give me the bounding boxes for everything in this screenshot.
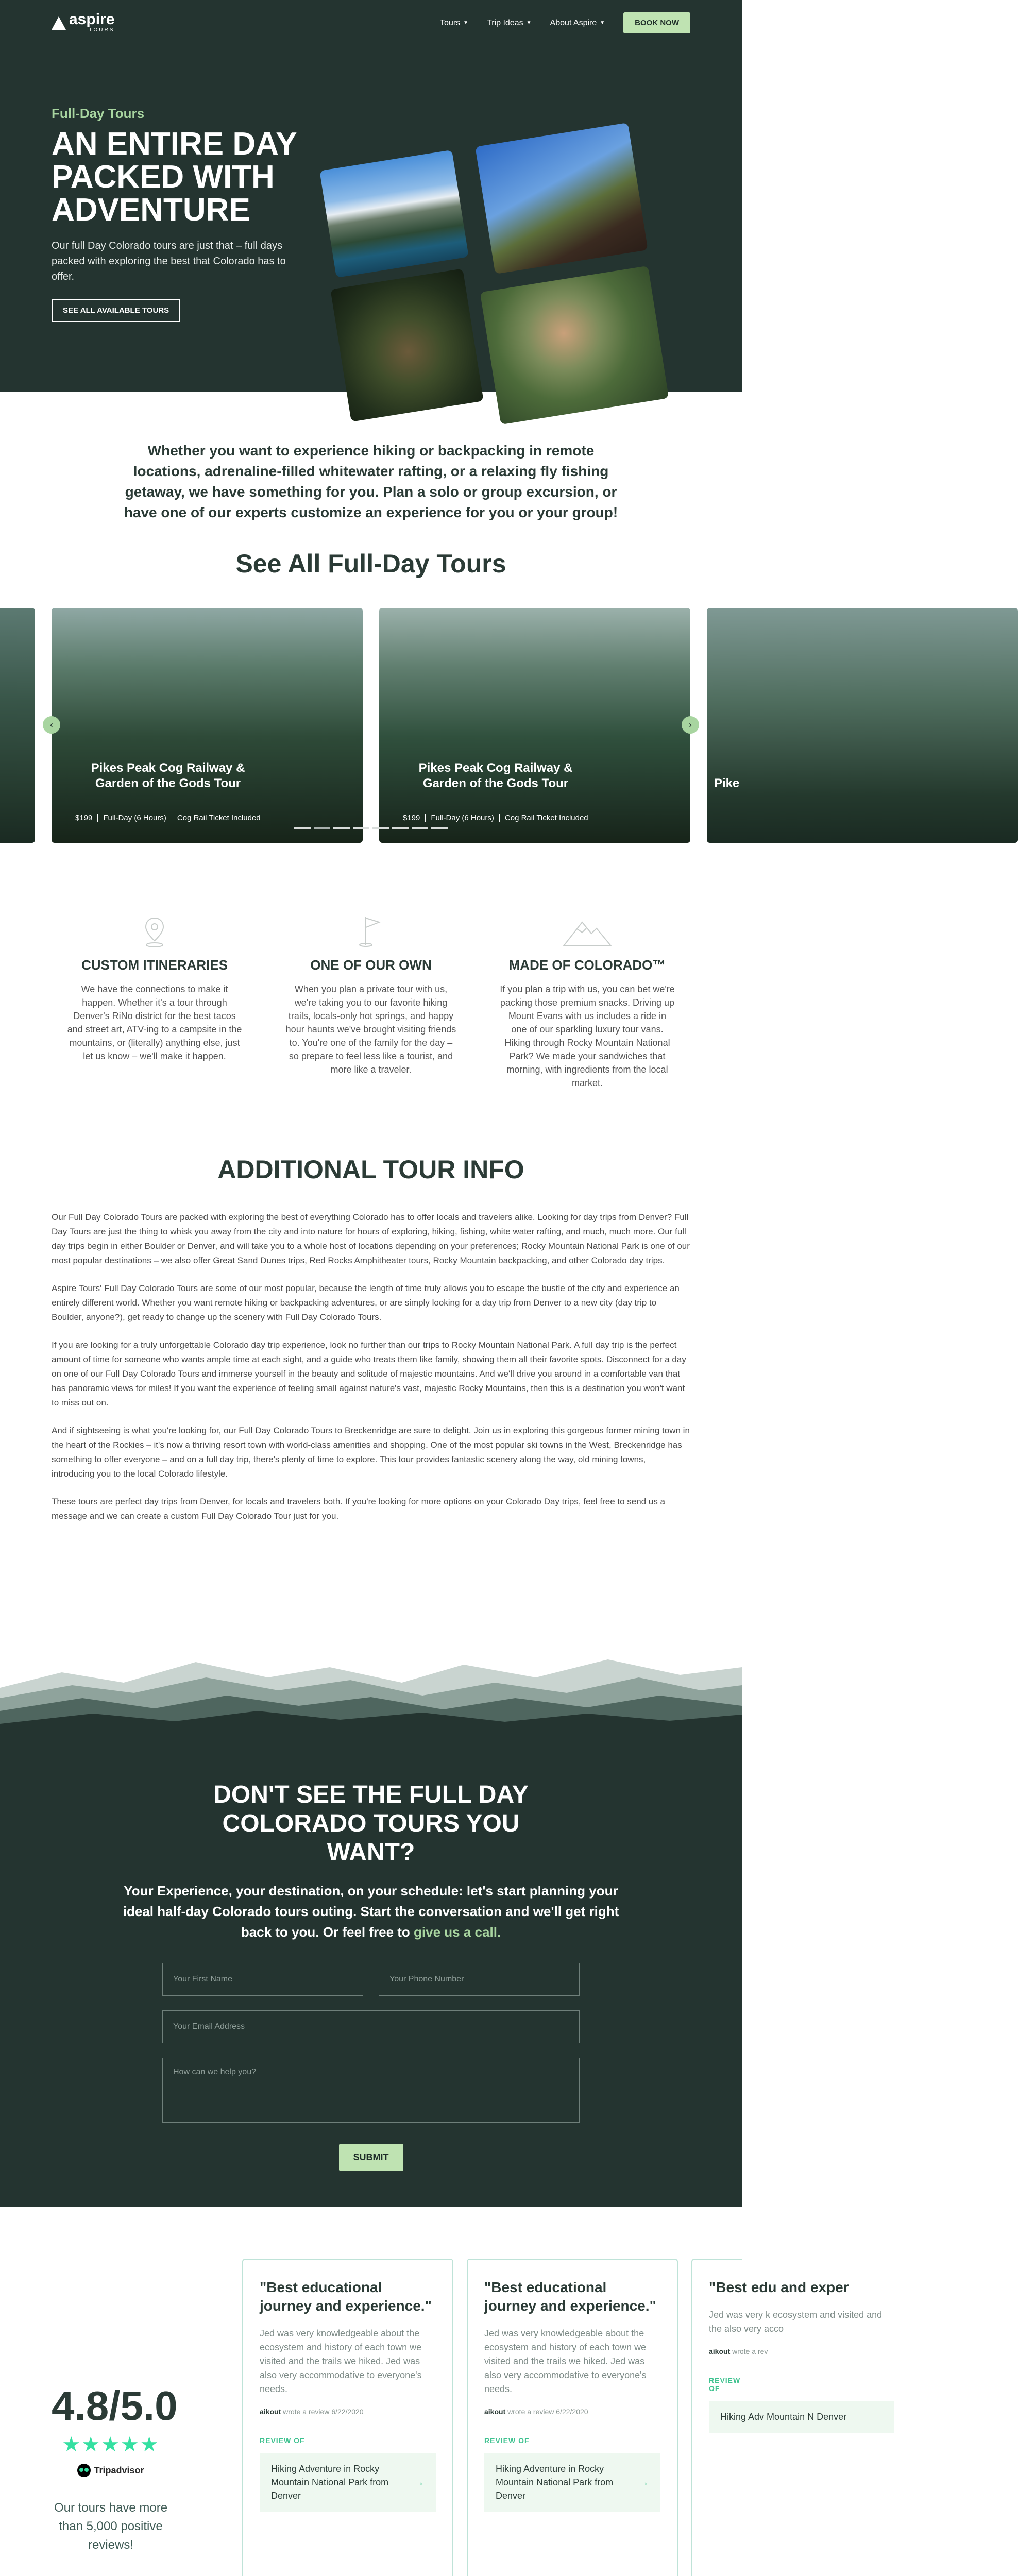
arrow-right-icon: → [413, 2476, 425, 2488]
hero-eyebrow: Full-Day Tours [52, 106, 145, 121]
additional-paragraph: These tours are perfect day trips from Denver, for locals and travelers both. If you're looking for more options on your Colorado Day trips, feel free to send us a message and we can create a custom Full Day Colorado Tour just for you. [52, 1497, 665, 1521]
review-author [260, 2408, 436, 2416]
rating-score: 4.8/5.0 [52, 2383, 178, 2429]
contact-form [162, 1963, 580, 2171]
nav-about[interactable] [550, 19, 605, 28]
phone-field[interactable] [379, 1963, 580, 1996]
review-author-name: aikout [709, 2347, 731, 2355]
book-now-button[interactable]: BOOK NOW [623, 12, 690, 33]
tripadvisor-brand: Tripadvisor [94, 2465, 144, 2476]
feature-title: CUSTOM ITINERARIES [81, 957, 228, 973]
photo-hiker-woman [475, 123, 648, 274]
hero-text [52, 106, 309, 322]
carousel-dots [0, 827, 742, 829]
tours-carousel [0, 608, 742, 850]
review-trip-link[interactable] [484, 2453, 660, 2512]
review-card [242, 2259, 453, 2576]
review-trip-name: Hiking Adventure in Rocky Mountain National Park from Denver [271, 2464, 389, 2501]
features-section [0, 891, 742, 1108]
photo-collage [319, 124, 690, 412]
site-header [0, 0, 742, 46]
carousel-dot[interactable] [392, 827, 409, 829]
mountain-silhouette [0, 1641, 742, 1729]
contact-box [0, 1729, 742, 2207]
carousel-dot[interactable] [333, 827, 350, 829]
mountain-icon [500, 912, 675, 948]
feature-title: ONE OF OUR OWN [310, 957, 432, 973]
feature-custom-itineraries [67, 912, 242, 1077]
form-row [162, 2010, 580, 2043]
carousel-dot[interactable] [412, 827, 428, 829]
rating-description: Our tours have more than 5,000 positive reviews! [54, 2501, 168, 2552]
nav-label: About Aspire [550, 18, 597, 27]
logo[interactable] [52, 13, 114, 33]
chevron-down-icon: ▼ [526, 20, 532, 26]
nav-trip-ideas[interactable] [487, 19, 531, 28]
tour-price: $199 [398, 814, 426, 822]
review-body: Jed was very knowledgeable about the ecosystem and history of each town we visited and the trails we hiked. Jed was also very accommodative to everyone's needs. [484, 2328, 647, 2394]
review-trip-link[interactable] [709, 2401, 894, 2433]
chevron-down-icon: ▼ [600, 20, 605, 26]
review-trip-name: Hiking Adventure in Rocky Mountain National Park from Denver [496, 2464, 614, 2501]
review-date: wrote a review 6/22/2020 [505, 2408, 588, 2416]
review-of-label: REVIEW OF [484, 2436, 530, 2445]
feature-title: MADE OF COLORADO™ [508, 957, 666, 973]
review-title: "Best edu and exper [709, 2279, 849, 2295]
tour-card-title: Pikes Peak Cog Railway & Garden of the Gods Tour [91, 761, 245, 790]
tour-card-title: Pikes Peak Cog Railway & Garden of the Gods Tour [418, 761, 573, 790]
carousel-dot[interactable] [431, 827, 448, 829]
form-row [162, 1963, 580, 1996]
additional-paragraph: If you are looking for a truly unforgettable Colorado day trip experience, look no further than our trips to Rocky Mountain National Park. A full day trip is the perfect amount of time for someone who wants ample time at each sight, and a guide who treats them like family, showing them all their favorite spots. Disconnect for a day on one of our Full Day Colorado Tours and immerse yourself in the beauty and solitude of majestic mountains. And we'll drive you around in a comfortable van that has panoramic views for miles! If you want the experience of feeling small against nature's vast, majestic Rocky Mountains, then this is a destination you won't want to miss out on. [52, 1340, 686, 1408]
contact-section [0, 1641, 742, 2207]
tour-card-meta [70, 814, 266, 822]
tripadvisor-owl-icon [77, 2464, 91, 2477]
review-date: wrote a review 6/22/2020 [281, 2408, 364, 2416]
contact-heading: DON'T SEE THE FULL DAY COLORADO TOURS YOU WANT? [213, 1781, 529, 1866]
review-trip-link[interactable] [260, 2453, 436, 2512]
review-card-partial [691, 2259, 883, 2576]
nav-label: Tours [440, 18, 461, 27]
review-body: Jed was very knowledgeable about the ecosystem and history of each town we visited and the trails we hiked. Jed was also very accommodative to everyone's needs. [260, 2328, 422, 2394]
review-date: wrote a rev [730, 2347, 768, 2355]
review-title: "Best educational journey and experience." [260, 2279, 432, 2314]
additional-heading: ADDITIONAL TOUR INFO [217, 1155, 524, 1184]
review-author [709, 2347, 894, 2355]
feature-text: When you plan a private tour with us, we're taking you to our favorite hiking trails, locals-only hot springs, and happy hour haunts we've brought visiting friends to. You're one of the family for the day – so prepare to feel less like a tourist, and more like a traveler. [285, 984, 456, 1075]
review-author-name: aikout [484, 2408, 506, 2416]
rating-summary [52, 2382, 178, 2554]
reviews-section [0, 2207, 883, 2576]
nav-tours[interactable] [440, 19, 468, 28]
tour-card[interactable] [379, 608, 690, 843]
review-of-label: REVIEW OF [709, 2376, 741, 2393]
tour-card-title: Pike [714, 776, 740, 790]
hero-description: Our full Day Colorado tours are just that – full days packed with exploring the best that Colorado has to offer. [52, 240, 286, 282]
tour-note: Cog Rail Ticket Included [504, 814, 588, 822]
arrow-right-icon: › [689, 719, 692, 730]
flag-icon [283, 912, 459, 948]
tour-card-partial-left[interactable] [0, 608, 35, 843]
tour-card-partial-right[interactable] [707, 608, 1018, 843]
photo-mountain-lake [319, 150, 469, 278]
review-card [467, 2259, 678, 2576]
tour-price: $199 [70, 814, 98, 822]
call-link[interactable]: give us a call. [414, 1924, 501, 1940]
carousel-dot[interactable] [372, 827, 389, 829]
feature-one-of-our-own [283, 912, 459, 1077]
carousel-dot[interactable] [294, 827, 311, 829]
contact-text [113, 1880, 629, 1942]
carousel-next-button[interactable] [682, 716, 699, 734]
carousel-prev-button[interactable] [43, 716, 60, 734]
additional-paragraph: Our Full Day Colorado Tours are packed with exploring the best of everything Colorado has to offer locals and travelers alike. Looking for day trips from Denver? Full Day Tours are just the thing to whisk you away from the city and into nature for hours of exploring, hiking, fishing, white water rafting, and much, much more. Our full day trips begin in either Boulder or Denver, and will take you to a whole host of locations depending on your preferences; Rocky Mountain National Park is one of our most popular destinations – we also offer Great Sand Dunes trips, Red Rocks Amphitheater tours, Rocky Mountain backpacking, and other Colorado day trips. [52, 1212, 690, 1265]
main-nav [440, 12, 690, 33]
feature-made-of-colorado [500, 912, 675, 1088]
additional-paragraph: And if sightseeing is what you're looking for, our Full Day Colorado Tours to Breckenridge are sure to delight. Join us in exploring this gorgeous former mining town in the heart of the Rockies – it's now a thriving resort town with world-class amenities and shopping. One of the most popular ski towns in the West, Breckenridge has something to offer everyone – and on a full day trip, there's plenty of time to explore. This tour provides fantastic scenery along the way, old mining towns, introducing you to the local Colorado lifestyle. [52, 1426, 690, 1479]
chevron-down-icon: ▼ [463, 20, 469, 26]
tours-heading: See All Full-Day Tours [235, 549, 506, 578]
hero [0, 46, 742, 392]
logo-word: aspire [69, 11, 115, 28]
review-author [484, 2408, 660, 2416]
additional-paragraph: Aspire Tours' Full Day Colorado Tours are some of our most popular, because the length of time truly allows you to escape the bustle of the city and experience an entirely different world. Whether you want remote hiking or backpacking adventures, or are simply looking for a day trip from Denver to a new city (day trip to Boulder, anyone?), get ready to change up the scenery with Full Day Colorado Tours. [52, 1283, 680, 1322]
review-title: "Best educational journey and experience." [484, 2279, 656, 2314]
review-of-label: REVIEW OF [260, 2436, 305, 2445]
arrow-right-icon: → [638, 2476, 649, 2488]
mountain-logo-icon [52, 16, 66, 30]
feature-text: We have the connections to make it happen. Whether it's a tour through Denver's RiNo district for the best tacos and street art, ATV-ing to a campsite in the mountains, or (literally) anything else, just let us know – we'll make it happen. [67, 984, 242, 1061]
hero-title: AN ENTIRE DAY PACKED WITH ADVENTURE [52, 126, 297, 228]
tripadvisor-logo [52, 2464, 170, 2477]
review-author-name: aikout [260, 2408, 281, 2416]
message-field[interactable] [162, 2058, 580, 2123]
review-trip-name: Hiking Adv Mountain N Denver [720, 2412, 847, 2422]
intro-text: Whether you want to experience hiking or backpacking in remote locations, adrenaline-filled whitewater rafting, or a relaxing fly fishing getaway, we have something for you. Plan a solo or group excursion, or have one of our experts customize an experience for you or your group! [124, 443, 618, 520]
logo-sub: TOURS [89, 27, 115, 33]
tour-note: Cog Rail Ticket Included [177, 814, 261, 822]
arrow-left-icon: ‹ [50, 719, 53, 730]
tour-card[interactable] [52, 608, 363, 843]
tour-card-meta [398, 814, 593, 822]
intro-section [0, 392, 742, 891]
submit-button[interactable]: SUBMIT [339, 2144, 403, 2171]
nav-label: Trip Ideas [487, 18, 523, 27]
star-rating-icon: ★★★★★ [62, 2433, 160, 2456]
email-field[interactable] [162, 2010, 580, 2043]
tour-duration: Full-Day (6 Hours) [426, 814, 500, 822]
location-pin-icon [67, 912, 242, 948]
feature-text: If you plan a trip with us, you can bet we're packing those premium snacks. Driving up Mount Evans with us includes a ride in one of our sparkling luxury tour vans. Hiking through Rocky Mountain National Park? We made your sandwiches that morning, with ingredients from the local market. [500, 984, 675, 1088]
tour-duration: Full-Day (6 Hours) [98, 814, 172, 822]
see-all-tours-button[interactable]: SEE ALL AVAILABLE TOURS [52, 299, 180, 322]
first-name-field[interactable] [162, 1963, 363, 1996]
review-body: Jed was very k ecosystem and visited and the also very acco [709, 2310, 883, 2334]
carousel-dot[interactable] [353, 827, 369, 829]
carousel-dot-active[interactable] [314, 827, 330, 829]
additional-info-section [0, 1108, 742, 1641]
contact-text-body: Your Experience, your destination, on your schedule: let's start planning your ideal half-day Colorado tours outing. Start the conversation and we'll get right back to you. Or feel free to [123, 1883, 619, 1940]
